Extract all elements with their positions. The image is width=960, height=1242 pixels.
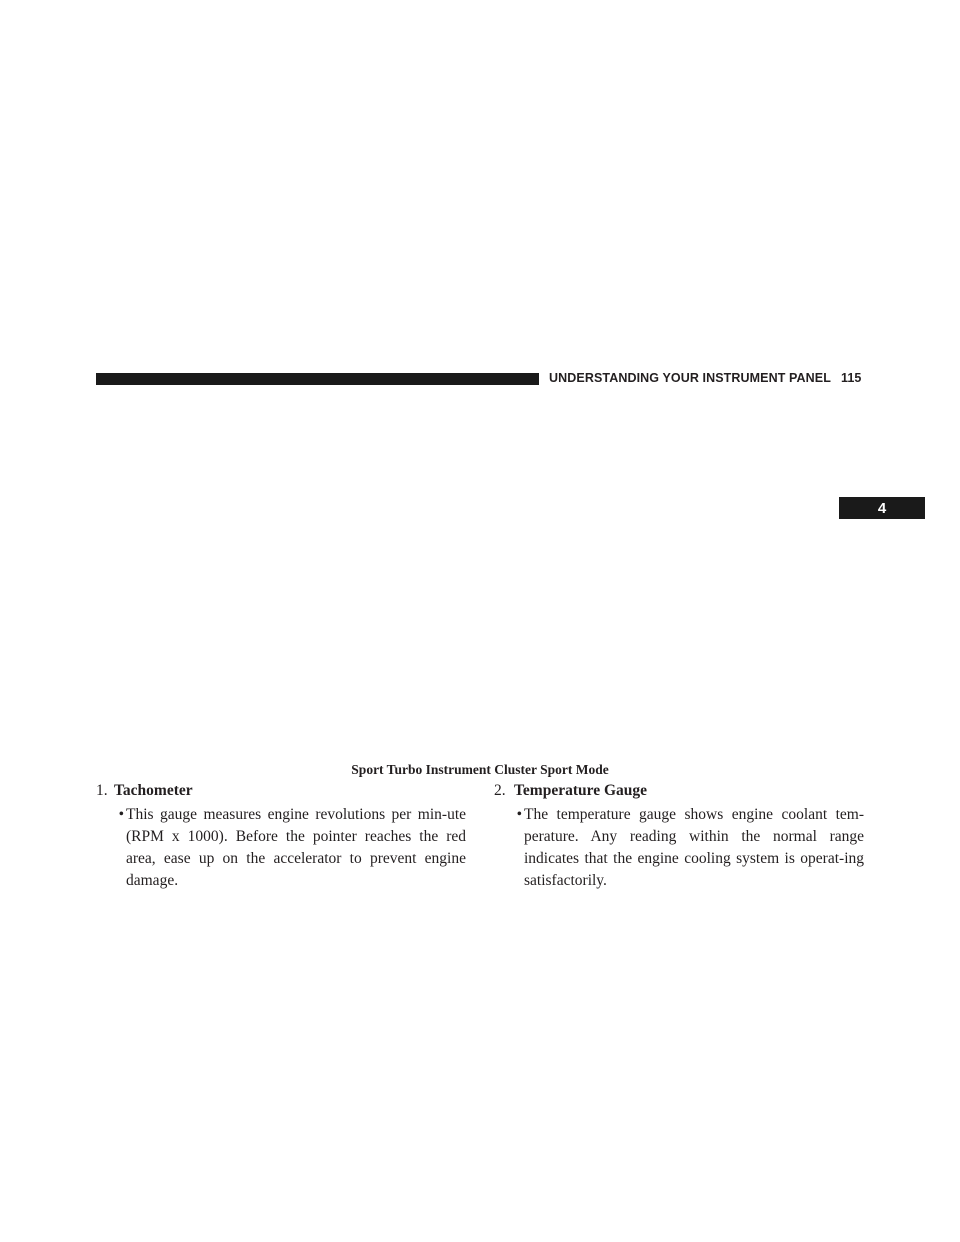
section-title: UNDERSTANDING YOUR INSTRUMENT PANEL	[549, 371, 831, 385]
header-rule	[96, 373, 539, 385]
item-tachometer	[96, 780, 466, 892]
chapter-number: 4	[877, 499, 887, 517]
figure-caption: Sport Turbo Instrument Cluster Sport Mode	[351, 762, 609, 777]
bullet-icon: •	[516, 806, 522, 823]
item-title: Temperature Gauge	[514, 782, 648, 799]
item-heading	[96, 780, 466, 802]
bullet-text: This gauge measures engine revolutions per min-ute (RPM x 1000). Before the pointer reaches the red area, ease up on the accelerator to prevent engine damage.	[126, 806, 466, 889]
chapter-tab	[839, 497, 925, 519]
item-heading	[494, 780, 864, 802]
bullet-text: The temperature gauge shows engine coolant tem-perature. Any reading within the normal range indicates that the engine cooling system is operat-ing satisfactorily.	[524, 806, 864, 889]
page-number: 115	[840, 371, 862, 385]
bullet-point	[96, 804, 466, 892]
item-number: 1.	[96, 782, 108, 799]
bullet-icon: •	[118, 806, 124, 823]
item-number: 2.	[494, 782, 506, 799]
bullet-point	[494, 804, 864, 892]
running-header	[549, 371, 861, 385]
item-temperature-gauge	[494, 780, 864, 892]
item-title: Tachometer	[114, 782, 193, 799]
